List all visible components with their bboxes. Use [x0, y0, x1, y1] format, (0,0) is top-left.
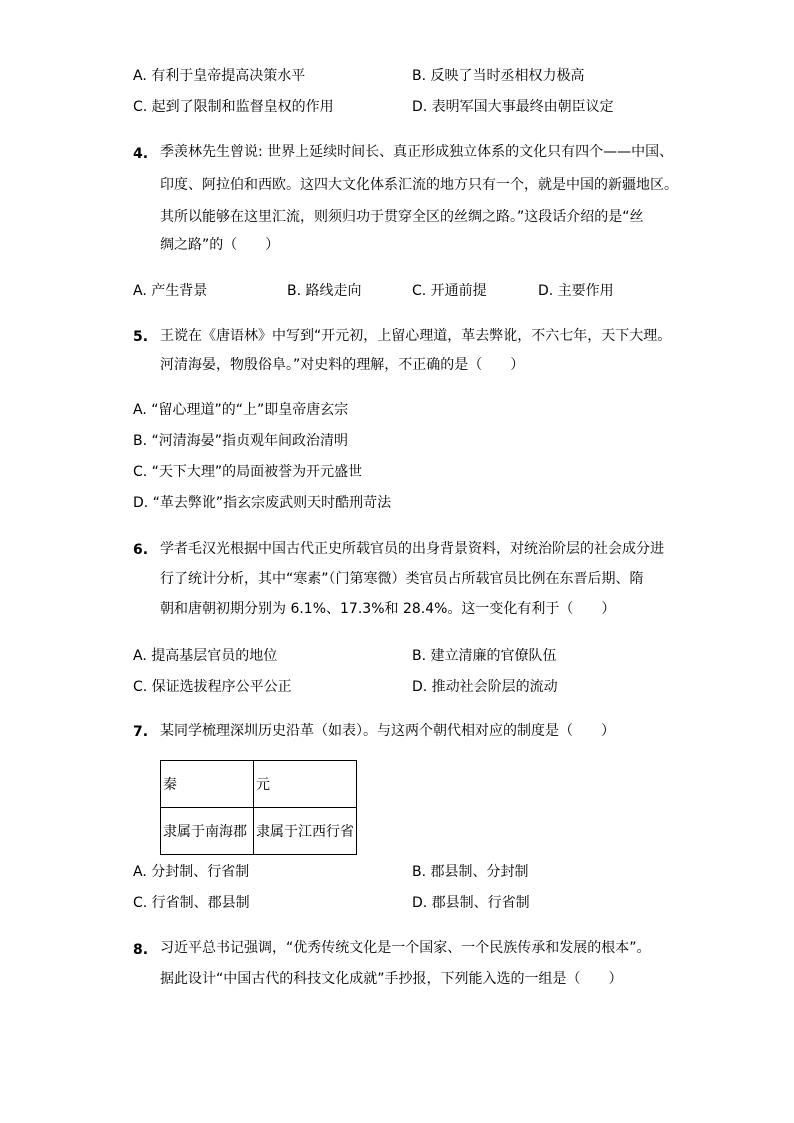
option-a: A. 有利于皇帝提高决策水平: [133, 68, 306, 84]
option-b: B. 反映了当时丞相权力极高: [412, 68, 585, 84]
option-b: B. 郡县制、分封制: [412, 864, 529, 880]
option-b: B. 路线走向: [287, 283, 362, 299]
table-cell: 隶属于江西行省: [254, 808, 357, 855]
option-d: D. 主要作用: [538, 283, 614, 299]
question-number: 5.: [133, 329, 149, 345]
option-d: D. 表明军国大事最终由朝臣议定: [412, 99, 614, 115]
option-c: C. 保证选拔程序公平公正: [133, 679, 292, 695]
question-text: 学者毛汉光根据中国古代正史所载官员的出身背景资料，对统治阶层的社会成分进: [160, 541, 664, 557]
option-c: C. 开通前提: [412, 283, 487, 299]
option-c: C. “天下大理”的局面被誉为开元盛世: [133, 464, 363, 480]
table-header-cell: 秦: [161, 761, 254, 808]
question-text: 某同学梳理深圳历史沿革（如表）。与这两个朝代相对应的制度是（ ）: [160, 723, 615, 739]
question-text: 其所以能够在这里汇流，则须归功于贯穿全区的丝绸之路。”这段话介绍的是“丝: [160, 209, 644, 225]
option-a: A. “留心理道”的“上”即皇帝唐玄宗: [133, 402, 349, 418]
option-a: A. 提高基层官员的地位: [133, 648, 278, 664]
question-number: 7.: [133, 724, 149, 740]
question-text: 行了统计分析，其中“寒素”（门第寒微）类官员占所载官员比例在东晋后期、隋: [160, 571, 644, 587]
question-text: 朝和唐朝初期分别为 6.1%、17.3%和 28.4%。这一变化有利于（ ）: [160, 601, 616, 617]
question-number: 8.: [133, 942, 149, 958]
history-table: [160, 760, 357, 855]
table-cell: 隶属于南海郡: [161, 808, 254, 855]
option-a: A. 产生背景: [133, 283, 208, 299]
question-text: 河清海晏，物殷俗阜。”对史料的理解，不正确的是（ ）: [160, 357, 525, 373]
option-b: B. 建立清廉的官僚队伍: [412, 648, 557, 664]
option-d: D. 郡县制、行省制: [412, 895, 530, 911]
question-text: 绸之路”的（ ）: [160, 237, 280, 253]
option-c: C. 起到了限制和监督皇权的作用: [133, 99, 334, 115]
question-number: 6.: [133, 542, 149, 558]
option-d: D. 推动社会阶层的流动: [412, 679, 558, 695]
question-text: 习近平总书记强调，“优秀传统文化是一个国家、一个民族传承和发展的根本”。: [160, 940, 651, 956]
option-a: A. 分封制、行省制: [133, 864, 250, 880]
question-number: 4.: [133, 146, 149, 162]
table-row: [161, 808, 357, 855]
option-d: D. “革去弊讹”指玄宗废武则天时酷刑苛法: [133, 495, 392, 511]
question-text: 季羡林先生曾说: 世界上延续时间长、真正形成独立体系的文化只有四个——中国、: [160, 144, 674, 160]
question-text: 印度、阿拉伯和西欧。这四大文化体系汇流的地方只有一个，就是中国的新疆地区。: [160, 177, 678, 193]
option-b: B. “河清海晏”指贞观年间政治清明: [133, 433, 349, 449]
question-text: 王谠在《唐语林》中写到“开元初，上留心理道，革去弊讹，不六七年，天下大理。: [160, 328, 672, 344]
option-c: C. 行省制、郡县制: [133, 895, 250, 911]
table-row: [161, 761, 357, 808]
question-text: 据此设计“中国古代的科技文化成就”手抄报，下列能入选的一组是（ ）: [160, 971, 623, 987]
table-header-cell: 元: [254, 761, 357, 808]
